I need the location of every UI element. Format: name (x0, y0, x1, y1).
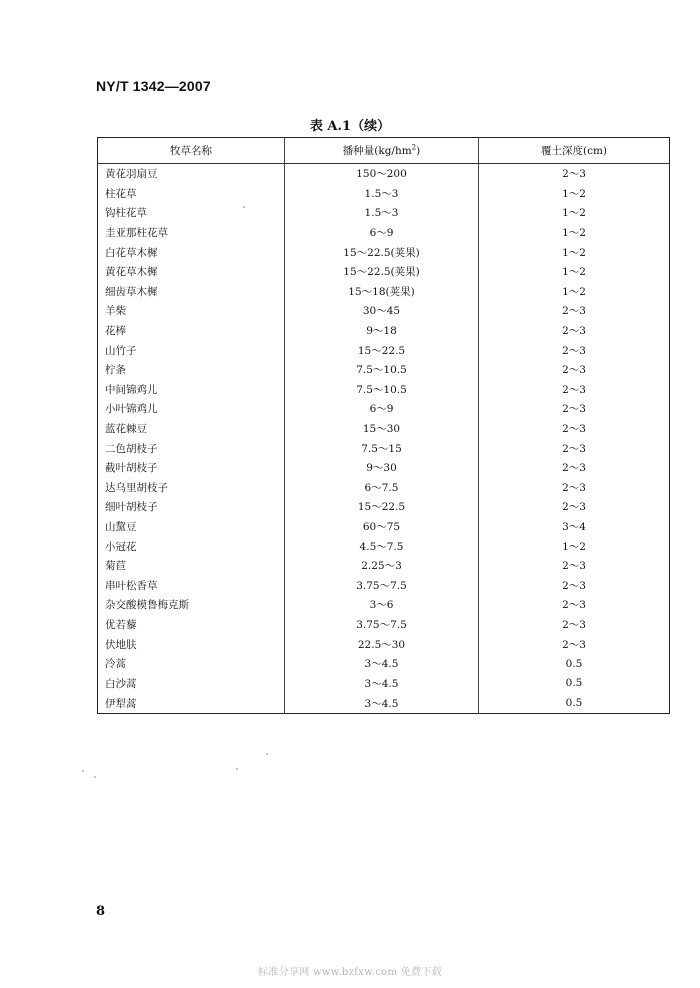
cell-cover-depth: 1～2 (479, 242, 670, 262)
header-seeding-rate-prefix: 播种量(kg/hm (342, 145, 412, 157)
scan-speck (236, 768, 238, 770)
cell-forage-name: 小叶锦鸡儿 (98, 399, 285, 419)
scan-speck (82, 770, 84, 772)
cell-forage-name: 柠条 (98, 360, 285, 380)
table-row (98, 517, 670, 537)
cell-cover-depth: 3～4 (479, 517, 670, 537)
cell-seeding-rate: 22.5～30 (285, 634, 479, 654)
table-row (98, 419, 670, 439)
table-row (98, 693, 670, 714)
cell-forage-name: 花棒 (98, 321, 285, 341)
cell-forage-name: 白花草木樨 (98, 242, 285, 262)
cell-seeding-rate: 7.5～10.5 (285, 380, 479, 400)
cell-cover-depth: 1～2 (479, 203, 670, 223)
header-seeding-rate (285, 138, 479, 164)
scan-speck (243, 206, 245, 208)
cell-cover-depth: 1～2 (479, 184, 670, 204)
cell-forage-name: 白沙蒿 (98, 673, 285, 693)
cell-forage-name: 细齿草木樨 (98, 282, 285, 302)
cell-seeding-rate: 7.5～10.5 (285, 360, 479, 380)
cell-seeding-rate: 30～45 (285, 301, 479, 321)
cell-seeding-rate: 6～9 (285, 399, 479, 419)
cell-seeding-rate: 15～18(荚果) (285, 282, 479, 302)
cell-seeding-rate: 60～75 (285, 517, 479, 537)
table-row (98, 654, 670, 674)
cell-forage-name: 蓝花棘豆 (98, 419, 285, 439)
cell-seeding-rate: 1.5～3 (285, 184, 479, 204)
table-row (98, 184, 670, 204)
table-row (98, 360, 670, 380)
cell-forage-name: 细叶胡枝子 (98, 497, 285, 517)
cell-seeding-rate: 3.75～7.5 (285, 615, 479, 635)
cell-forage-name: 菊苣 (98, 556, 285, 576)
table-row (98, 399, 670, 419)
cell-forage-name: 黄花羽扇豆 (98, 164, 285, 184)
cell-cover-depth: 1～2 (479, 262, 670, 282)
cell-cover-depth: 2～3 (479, 301, 670, 321)
cell-forage-name: 二色胡枝子 (98, 438, 285, 458)
table-row (98, 536, 670, 556)
cell-forage-name: 小冠花 (98, 536, 285, 556)
table-row (98, 458, 670, 478)
table-row (98, 262, 670, 282)
cell-seeding-rate: 15～22.5 (285, 497, 479, 517)
cell-seeding-rate: 15～22.5(荚果) (285, 262, 479, 282)
cell-forage-name: 山竹子 (98, 340, 285, 360)
cell-seeding-rate: 3～4.5 (285, 693, 479, 714)
cell-forage-name: 伊犁蒿 (98, 693, 285, 714)
cell-cover-depth: 2～3 (479, 380, 670, 400)
cell-cover-depth: 0.5 (479, 654, 670, 674)
cell-seeding-rate: 6～7.5 (285, 478, 479, 498)
table-row (98, 301, 670, 321)
cell-cover-depth: 2～3 (479, 497, 670, 517)
table-row (98, 478, 670, 498)
cell-cover-depth: 2～3 (479, 164, 670, 184)
cell-forage-name: 黄花草木樨 (98, 262, 285, 282)
cell-seeding-rate: 15～22.5(荚果) (285, 242, 479, 262)
table-row (98, 556, 670, 576)
table-row (98, 242, 670, 262)
cell-forage-name: 圭亚那柱花草 (98, 223, 285, 243)
scan-speck (94, 776, 96, 778)
table-row (98, 497, 670, 517)
table-row (98, 282, 670, 302)
standard-code: NY/T 1342—2007 (96, 78, 211, 94)
header-seeding-rate-suffix: ) (416, 145, 421, 157)
table-row (98, 673, 670, 693)
cell-cover-depth: 2～3 (479, 321, 670, 341)
table-row (98, 321, 670, 341)
cell-seeding-rate: 3～4.5 (285, 654, 479, 674)
cell-forage-name: 冷蒿 (98, 654, 285, 674)
table-row (98, 615, 670, 635)
cell-seeding-rate: 3～6 (285, 595, 479, 615)
cell-seeding-rate: 2.25～3 (285, 556, 479, 576)
cell-cover-depth: 0.5 (479, 693, 670, 714)
cell-forage-name: 中间锦鸡儿 (98, 380, 285, 400)
cell-cover-depth: 2～3 (479, 615, 670, 635)
table-row (98, 575, 670, 595)
cell-seeding-rate: 9～18 (285, 321, 479, 341)
cell-seeding-rate: 3.75～7.5 (285, 575, 479, 595)
cell-cover-depth: 2～3 (479, 340, 670, 360)
cell-cover-depth: 1～2 (479, 536, 670, 556)
cell-forage-name: 截叶胡枝子 (98, 458, 285, 478)
cell-cover-depth: 2～3 (479, 595, 670, 615)
table-row (98, 203, 670, 223)
cell-seeding-rate: 7.5～15 (285, 438, 479, 458)
cell-cover-depth: 0.5 (479, 673, 670, 693)
cell-cover-depth: 2～3 (479, 556, 670, 576)
cell-seeding-rate: 1.5～3 (285, 203, 479, 223)
forage-seeding-table (97, 137, 670, 714)
table-row (98, 380, 670, 400)
cell-seeding-rate: 15～22.5 (285, 340, 479, 360)
page-number: 8 (96, 904, 106, 919)
table-row (98, 164, 670, 184)
footer-watermark: 标准分享网 www.bzfxw.com 免费下载 (258, 967, 442, 978)
cell-forage-name: 钩柱花草 (98, 203, 285, 223)
header-forage-name: 牧草名称 (98, 138, 285, 164)
cell-seeding-rate: 150～200 (285, 164, 479, 184)
cell-seeding-rate: 6～9 (285, 223, 479, 243)
cell-cover-depth: 2～3 (479, 438, 670, 458)
table-row (98, 634, 670, 654)
cell-forage-name: 山黧豆 (98, 517, 285, 537)
cell-cover-depth: 1～2 (479, 282, 670, 302)
header-seeding-rate-sup: 2 (411, 143, 417, 152)
table-title: 表 A.1（续） (309, 119, 391, 134)
scan-speck (266, 753, 268, 755)
table-row (98, 595, 670, 615)
cell-forage-name: 串叶松香草 (98, 575, 285, 595)
cell-cover-depth: 2～3 (479, 478, 670, 498)
cell-forage-name: 柱花草 (98, 184, 285, 204)
header-cover-depth: 覆土深度(cm) (479, 138, 670, 164)
cell-seeding-rate: 15～30 (285, 419, 479, 439)
table-row (98, 223, 670, 243)
cell-forage-name: 达乌里胡枝子 (98, 478, 285, 498)
cell-seeding-rate: 3～4.5 (285, 673, 479, 693)
cell-cover-depth: 2～3 (479, 399, 670, 419)
cell-cover-depth: 2～3 (479, 458, 670, 478)
cell-forage-name: 杂交酸模鲁梅克斯 (98, 595, 285, 615)
cell-forage-name: 优若藜 (98, 615, 285, 635)
table-row (98, 438, 670, 458)
cell-cover-depth: 2～3 (479, 360, 670, 380)
cell-cover-depth: 1～2 (479, 223, 670, 243)
table-row (98, 340, 670, 360)
cell-cover-depth: 2～3 (479, 634, 670, 654)
cell-seeding-rate: 4.5～7.5 (285, 536, 479, 556)
cell-seeding-rate: 9～30 (285, 458, 479, 478)
table-body (98, 164, 670, 714)
cell-cover-depth: 2～3 (479, 575, 670, 595)
table-header-row (98, 138, 670, 164)
cell-cover-depth: 2～3 (479, 419, 670, 439)
cell-forage-name: 羊柴 (98, 301, 285, 321)
cell-forage-name: 伏地肤 (98, 634, 285, 654)
